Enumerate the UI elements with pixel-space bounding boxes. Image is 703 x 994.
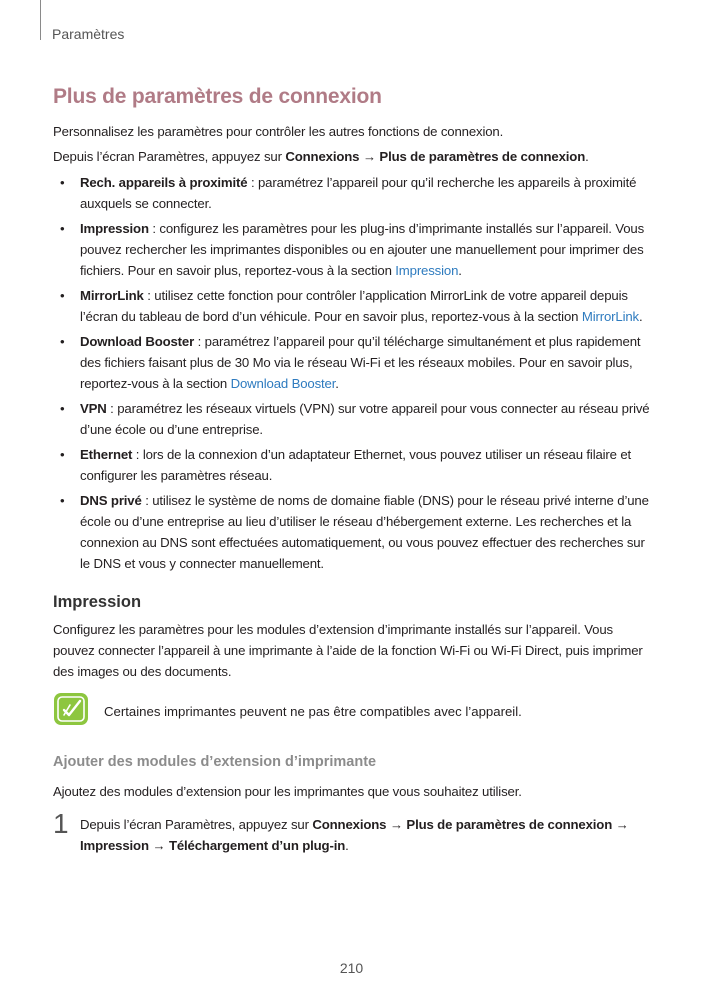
bullet-term: Download Booster bbox=[80, 334, 195, 349]
link-impression[interactable]: Impression bbox=[395, 263, 459, 278]
step-text bbox=[80, 814, 653, 856]
note-check-icon bbox=[53, 692, 89, 731]
bullet-download-booster bbox=[53, 331, 653, 394]
section-header: Paramètres bbox=[52, 26, 125, 42]
header-rule bbox=[40, 0, 41, 40]
bullet-dot: • bbox=[60, 334, 65, 349]
period: . bbox=[585, 149, 589, 164]
bullet-text: : configurez les paramètres pour les plug-ins d’imprimante installés sur l’appareil. Vous pouvez rechercher les imprimantes disponibles ou en ajouter une manuellement pour imprimer des fichiers. Pour en savoir plus, reportez-vous à la section bbox=[80, 221, 645, 278]
intro-line-2 bbox=[53, 146, 653, 167]
bullet-term: Ethernet bbox=[80, 447, 133, 462]
impression-body: Configurez les paramètres pour les modules d’extension d’imprimante installés sur l’appareil. Vous pouvez connecter l’appareil à une imprimante à l’aide de la fonction Wi-Fi ou Wi-Fi Direct, puis imprimer des images ou des documents. bbox=[53, 622, 643, 679]
step-1 bbox=[53, 808, 653, 856]
link-mirrorlink[interactable]: MirrorLink bbox=[581, 309, 639, 324]
plugin-body: Ajoutez des modules d’extension pour les imprimantes que vous souhaitez utiliser. bbox=[53, 784, 522, 799]
link-download-booster[interactable]: Download Booster bbox=[230, 376, 336, 391]
bullet-dot: • bbox=[60, 447, 65, 462]
impression-heading: Impression bbox=[53, 593, 142, 611]
intro-text: Depuis l’écran Paramètres, appuyez sur bbox=[53, 149, 286, 164]
arrow: → bbox=[386, 817, 407, 832]
period: . bbox=[638, 309, 643, 324]
menu-plus-parametres: Plus de paramètres de connexion bbox=[379, 149, 586, 164]
bullet-term: Rech. appareils à proximité bbox=[80, 175, 248, 190]
bullet-text: : utilisez le système de noms de domaine fiable (DNS) pour le réseau privé interne d’une école ou d’une entreprise au lieu d’utiliser le réseau d’hébergement externe. Les recherches et la connexion au DNS sont effectuées automatiquement, ou vous pouvez effectuer des recherches sur le DNS et vous y connecter manuellement. bbox=[80, 493, 649, 571]
note-text: Certaines imprimantes peuvent ne pas être compatibles avec l’appareil. bbox=[104, 704, 522, 719]
arrow: → bbox=[148, 838, 169, 853]
note-box bbox=[53, 692, 653, 732]
bullet-text: : paramétrez les réseaux virtuels (VPN) sur votre appareil pour vous connecter au réseau privé d’une école ou d’une entreprise. bbox=[80, 401, 650, 437]
bullet-dot: • bbox=[60, 493, 65, 508]
page-number: 210 bbox=[339, 960, 364, 976]
period: . bbox=[335, 376, 339, 391]
settings-bullet-list bbox=[53, 172, 653, 574]
bullet-text: : utilisez cette fonction pour contrôler l’application MirrorLink de votre appareil depuis l’écran du tableau de bord d’un véhicule. Pour en savoir plus, reportez-vous à la section bbox=[80, 288, 628, 324]
bullet-text: : paramétrez l’appareil pour qu’il recherche les appareils à proximité auxquels se connecter. bbox=[80, 175, 637, 211]
bullet-term: Impression bbox=[80, 221, 149, 236]
bullet-text: : paramétrez l’appareil pour qu’il télécharge simultanément et plus rapidement des fichiers faisant plus de 30 Mo via le réseau Wi-Fi et les réseaux mobiles. Pour en savoir plus, reportez-vous à la section bbox=[80, 334, 641, 391]
menu-connexions: Connexions bbox=[312, 817, 387, 832]
main-content bbox=[53, 84, 653, 856]
step-number: 1 bbox=[53, 808, 69, 839]
page-title: Plus de paramètres de connexion bbox=[53, 85, 382, 108]
bullet-dot: • bbox=[60, 221, 65, 236]
bullet-impression bbox=[53, 218, 653, 281]
bullet-text: : lors de la connexion d’un adaptateur Ethernet, vous pouvez utiliser un réseau filaire et configurer les paramètres réseau. bbox=[80, 447, 632, 483]
bullet-vpn bbox=[53, 398, 653, 440]
bullet-dns-prive bbox=[53, 490, 653, 574]
plugin-heading: Ajouter des modules d’extension d’imprimante bbox=[53, 754, 377, 770]
bullet-rech-appareils bbox=[53, 172, 653, 214]
bullet-dot: • bbox=[60, 288, 65, 303]
arrow: → bbox=[359, 149, 380, 164]
arrow: → bbox=[612, 817, 629, 832]
period: . bbox=[458, 263, 462, 278]
bullet-ethernet bbox=[53, 444, 653, 486]
bullet-dot: • bbox=[60, 401, 65, 416]
bullet-dot: • bbox=[60, 175, 65, 190]
bullet-term: VPN bbox=[80, 401, 107, 416]
bullet-term: DNS privé bbox=[80, 493, 142, 508]
menu-plus-parametres: Plus de paramètres de connexion bbox=[406, 817, 613, 832]
bullet-mirrorlink bbox=[53, 285, 653, 327]
menu-impression: Impression bbox=[80, 838, 149, 853]
step-intro: Depuis l’écran Paramètres, appuyez sur bbox=[80, 817, 313, 832]
period: . bbox=[345, 838, 349, 853]
bullet-term: MirrorLink bbox=[80, 288, 144, 303]
menu-telechargement-plugin: Téléchargement d’un plug-in bbox=[168, 838, 346, 853]
menu-connexions: Connexions bbox=[285, 149, 360, 164]
intro-line-1: Personnalisez les paramètres pour contrôler les autres fonctions de connexion. bbox=[53, 124, 504, 139]
